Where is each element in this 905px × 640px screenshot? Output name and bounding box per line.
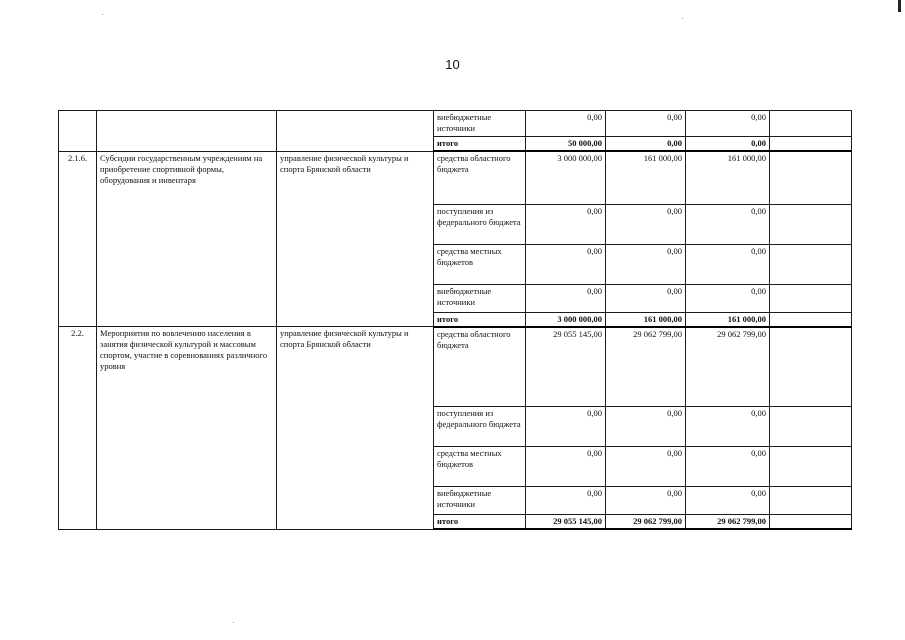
cell-amount-v3: 29 062 799,00 bbox=[686, 327, 770, 407]
cell-extra bbox=[770, 447, 852, 487]
table-row bbox=[59, 151, 852, 204]
budget-table bbox=[58, 110, 852, 530]
cell-executor bbox=[277, 111, 434, 152]
cell-executor: управление физической культуры и спорта Брянской области bbox=[277, 151, 434, 327]
cell-extra bbox=[770, 515, 852, 530]
cell-amount-v3: 0,00 bbox=[686, 111, 770, 137]
cell-amount-v1: 0,00 bbox=[526, 284, 606, 312]
cell-amount-v2: 0,00 bbox=[606, 111, 686, 137]
cell-name: Мероприятия по вовлечению населения в занятия физической культурой и массовым спортом, участие в соревнованиях различного уровня bbox=[97, 327, 277, 530]
scan-speck bbox=[102, 14, 103, 15]
cell-amount-v2: 0,00 bbox=[606, 284, 686, 312]
cell-amount-v2: 0,00 bbox=[606, 204, 686, 244]
cell-amount-v2: 161 000,00 bbox=[606, 151, 686, 204]
cell-amount-v2: 161 000,00 bbox=[606, 312, 686, 327]
cell-funding-source: средства областного бюджета bbox=[434, 151, 526, 204]
table-row bbox=[59, 111, 852, 137]
cell-amount-v1: 29 055 145,00 bbox=[526, 515, 606, 530]
cell-amount-v1: 0,00 bbox=[526, 407, 606, 447]
cell-amount-v2: 0,00 bbox=[606, 244, 686, 284]
cell-amount-v3: 0,00 bbox=[686, 244, 770, 284]
page-number: 10 bbox=[445, 57, 460, 72]
cell-extra bbox=[770, 151, 852, 204]
cell-code: 2.2. bbox=[59, 327, 97, 530]
cell-amount-v2: 0,00 bbox=[606, 487, 686, 515]
cell-funding-source: поступления из федерального бюджета bbox=[434, 204, 526, 244]
cell-funding-source: средства местных бюджетов bbox=[434, 244, 526, 284]
cell-funding-source: средства областного бюджета bbox=[434, 327, 526, 407]
cell-amount-v3: 161 000,00 bbox=[686, 312, 770, 327]
scan-edge-mark bbox=[898, 0, 901, 12]
cell-amount-v1: 3 000 000,00 bbox=[526, 312, 606, 327]
cell-extra bbox=[770, 137, 852, 152]
cell-amount-v2: 0,00 bbox=[606, 447, 686, 487]
cell-funding-source: внебюджетные источники bbox=[434, 284, 526, 312]
cell-funding-source: внебюджетные источники bbox=[434, 487, 526, 515]
cell-funding-source: поступления из федерального бюджета bbox=[434, 407, 526, 447]
cell-amount-v1: 0,00 bbox=[526, 447, 606, 487]
cell-extra bbox=[770, 244, 852, 284]
cell-funding-source: итого bbox=[434, 312, 526, 327]
cell-amount-v2: 29 062 799,00 bbox=[606, 515, 686, 530]
cell-code bbox=[59, 111, 97, 152]
cell-amount-v3: 0,00 bbox=[686, 487, 770, 515]
cell-code: 2.1.6. bbox=[59, 151, 97, 327]
cell-amount-v3: 0,00 bbox=[686, 137, 770, 152]
cell-extra bbox=[770, 407, 852, 447]
cell-name bbox=[97, 111, 277, 152]
cell-amount-v3: 161 000,00 bbox=[686, 151, 770, 204]
table-row bbox=[59, 327, 852, 407]
cell-executor: управление физической культуры и спорта Брянской области bbox=[277, 327, 434, 530]
cell-amount-v1: 0,00 bbox=[526, 487, 606, 515]
cell-amount-v2: 29 062 799,00 bbox=[606, 327, 686, 407]
cell-amount-v1: 0,00 bbox=[526, 204, 606, 244]
cell-extra bbox=[770, 312, 852, 327]
scan-speck bbox=[233, 622, 234, 623]
cell-amount-v3: 29 062 799,00 bbox=[686, 515, 770, 530]
cell-amount-v3: 0,00 bbox=[686, 447, 770, 487]
cell-amount-v3: 0,00 bbox=[686, 407, 770, 447]
cell-amount-v1: 3 000 000,00 bbox=[526, 151, 606, 204]
cell-funding-source: итого bbox=[434, 515, 526, 530]
cell-amount-v1: 0,00 bbox=[526, 244, 606, 284]
cell-amount-v2: 0,00 bbox=[606, 407, 686, 447]
cell-extra bbox=[770, 111, 852, 137]
cell-amount-v3: 0,00 bbox=[686, 204, 770, 244]
cell-name: Субсидии государственным учреждениям на приобретение спортивной формы, оборудования и инвентаря bbox=[97, 151, 277, 327]
cell-extra bbox=[770, 487, 852, 515]
cell-funding-source: внебюджетные источники bbox=[434, 111, 526, 137]
cell-extra bbox=[770, 327, 852, 407]
cell-extra bbox=[770, 204, 852, 244]
cell-amount-v1: 0,00 bbox=[526, 111, 606, 137]
cell-amount-v3: 0,00 bbox=[686, 284, 770, 312]
cell-funding-source: итого bbox=[434, 137, 526, 152]
cell-funding-source: средства местных бюджетов bbox=[434, 447, 526, 487]
cell-amount-v1: 29 055 145,00 bbox=[526, 327, 606, 407]
scan-speck bbox=[682, 18, 683, 19]
cell-extra bbox=[770, 284, 852, 312]
cell-amount-v1: 50 000,00 bbox=[526, 137, 606, 152]
cell-amount-v2: 0,00 bbox=[606, 137, 686, 152]
